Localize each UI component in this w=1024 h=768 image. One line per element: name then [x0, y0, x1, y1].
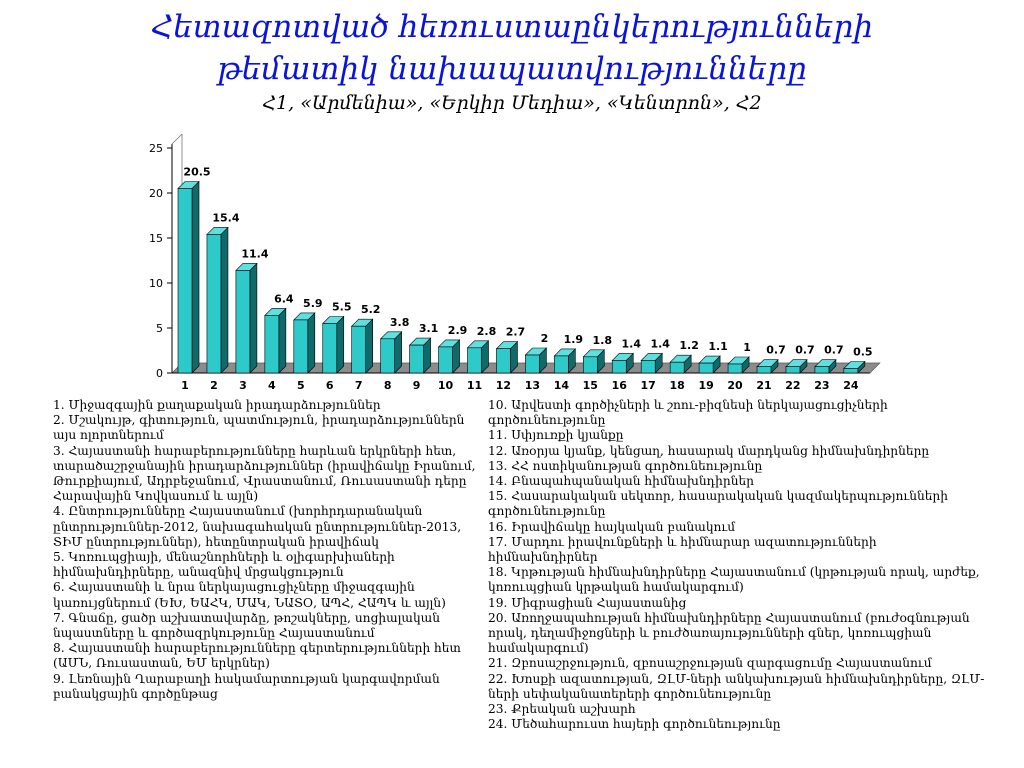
bar [525, 355, 539, 373]
legend-item: 6. Հայաստանի և նրա ներկայացուցիչները միջազգային կառույցներում (ԵԽ, ԵԱՀԿ, ՄԱԿ, ՆԱՏՕ, ԱՊՀ, ՀԱՊԿ և այլն) [53, 580, 446, 610]
data-label: 1.2 [679, 339, 699, 353]
x-tick-label: 15 [582, 379, 598, 392]
back-wall-top [172, 134, 182, 144]
data-label: 6.4 [274, 292, 294, 306]
bar [815, 367, 829, 373]
x-tick-label: 4 [268, 379, 276, 392]
bar [439, 347, 453, 373]
data-label: 1.4 [621, 337, 641, 351]
x-tick-label: 16 [611, 379, 627, 392]
data-label: 0.7 [824, 343, 844, 357]
legend-item: 1. Միջազգային քաղաքական իրադարձություններ [53, 398, 381, 412]
bar [670, 362, 684, 373]
bar [207, 234, 221, 373]
x-tick-label: 14 [553, 379, 570, 392]
x-tick-label: 9 [412, 379, 421, 392]
data-label: 2 [540, 332, 549, 345]
x-tick-label: 12 [495, 379, 512, 392]
legend-item: 14. Բնապահպանական հիմնախնդիրներ [488, 474, 754, 489]
data-label: 3.1 [418, 322, 439, 336]
legend-item: 12. Առօրյա կյանք, կենցաղ, հասարակ մարդկանց հիմնախնդիրները [488, 443, 930, 458]
x-tick-label: 23 [814, 379, 830, 392]
legend-item: 5. Կոռուպցիայի, մենաշնորհների և օլիգարխիաների հիմնախնդիրները, անազնիվ մրցակցություն [53, 550, 395, 580]
y-tick-label: 15 [149, 232, 163, 245]
data-label: 1.8 [592, 333, 613, 347]
bar [294, 320, 308, 373]
legend-item: 21. Զբոսաշրջություն, զբոսաշրջության զարգացումը Հայաստանում [488, 656, 932, 671]
x-tick-label: 2 [210, 379, 218, 392]
x-tick-label: 24 [843, 379, 859, 392]
data-label: 3.8 [389, 315, 410, 329]
y-tick-label: 0 [156, 367, 163, 380]
data-label: 5.2 [360, 303, 381, 317]
bar [381, 339, 395, 373]
y-tick-label: 20 [149, 187, 163, 200]
data-label: 2.9 [447, 323, 468, 337]
x-tick-label: 20 [727, 379, 743, 392]
chart-bars [178, 182, 865, 374]
legend-left-column [53, 398, 485, 702]
legend-item: 3. Հայաստանի հարաբերությունները հարևան երկրների հետ, տարածաշրջանային իրադարձություններ (իրավիճակը Իրանում, Թուրքիայում, Ադրբեջանում, Վրաստանում, Ռուսաստանի դերը Հարավային Կովկասում և այլն) [53, 443, 476, 504]
x-tick-label: 3 [239, 379, 247, 392]
legend-item: 7. Գնաճը, ցածր աշխատավարձը, թոշակները, սոցիալական նպաստները և գործազրկությունը Հայաստանում [53, 610, 440, 641]
bar-side [192, 182, 199, 374]
x-tick-label: 7 [354, 379, 363, 392]
data-label: 0.7 [795, 343, 815, 357]
data-label: 15.4 [212, 211, 240, 225]
bar [236, 270, 250, 373]
x-tick-label: 13 [524, 379, 541, 392]
legend-item: 9. Լեռնային Ղարաբաղի հակամարտության կարգավորման բանակցային գործընթաց [53, 671, 440, 701]
y-tick-label: 10 [149, 277, 163, 290]
legend-item: 24. Մեծահարուստ հայերի գործունեությունը [488, 717, 781, 732]
bar [554, 356, 568, 373]
bar [410, 345, 424, 373]
legend-item: 11. Սփյուռքի կյանքը [488, 428, 624, 443]
x-tick-label: 8 [383, 379, 392, 392]
legend-right-column [488, 398, 988, 732]
legend-item: 17. Մարդու իրավունքների և հիմնարար ազատությունների հիմնախնդիրներ [488, 534, 877, 565]
legend-item: 10. Արվեստի գործիչների և շոու-բիզնեսի ներկայացուցիչների գործունեությունը [488, 398, 888, 428]
data-label: 20.5 [183, 165, 211, 179]
data-label: 2.8 [476, 324, 497, 338]
page-title-line-1: Հետազոտված հեռուստաընկերությունների [150, 9, 874, 45]
x-tick-label: 1 [181, 379, 189, 392]
x-tick-label: 5 [296, 379, 305, 392]
x-tick-label: 11 [466, 379, 483, 392]
legend-item: 8. Հայաստանի հարաբերությունները գերտերությունների հետ (ԱՄՆ, Ռուսաստան, ԵՄ երկրներ) [53, 641, 461, 671]
chart-axes [149, 134, 182, 380]
bar [323, 324, 337, 374]
legend-item: 22. Խոսքի ազատության, ԶԼՄ-ների անկախության հիմնախնդիրները, ԶԼՄ-ների սեփականատերերի գործունեությունը [488, 671, 985, 701]
data-label: 5.5 [332, 300, 352, 314]
data-label: 5.9 [303, 296, 323, 310]
data-label: 2.7 [505, 325, 526, 339]
bar [265, 315, 279, 373]
data-label: 1 [743, 341, 751, 354]
bar [178, 189, 192, 374]
legend-item: 15. Հասարակական սեկտոր, հասարակական կազմակերպությունների գործունեությունը [488, 489, 949, 519]
x-tick-label: 6 [325, 379, 334, 392]
bar [844, 369, 858, 374]
data-label: 1.4 [650, 337, 670, 351]
data-label: 11.4 [241, 247, 269, 261]
bar [496, 349, 510, 373]
bar [786, 367, 800, 373]
bar [728, 364, 742, 373]
legend-item: 19. Միգրացիան Հայաստանից [488, 595, 687, 610]
bar-side [366, 319, 373, 373]
data-label: 1.1 [708, 340, 728, 354]
bar-side [308, 313, 315, 373]
page-title-line-2: թեմատիկ նախապատվությունները [217, 51, 807, 87]
legend-item: 2. Մշակույթ, գիտություն, պատմություն, իրադարձություններն այս ոլորտներում [53, 413, 465, 443]
bar-side [337, 317, 344, 374]
x-tick-label: 18 [669, 379, 685, 392]
data-label: 1.9 [563, 332, 584, 346]
x-tick-label: 10 [437, 379, 454, 392]
legend-item: 20. Առողջապահության հիմնախնդիրները Հայաստանում (բուժօգնության որակ, դեղամիջոցների և բուժծառայությունների գներ, կոռուպցիան համակարգում) [488, 610, 970, 656]
bar-side [250, 263, 257, 373]
x-tick-label: 17 [640, 379, 656, 392]
bar [352, 326, 366, 373]
chart-subtitle: Հ1, «Արմենիա», «Երկիր Մեդիա», «Կենտրոն», Հ2 [262, 92, 762, 114]
x-tick-label: 21 [756, 379, 772, 392]
bar-side [221, 227, 228, 373]
legend-item: 16. Իրավիճակը հայկական բանակում [488, 519, 736, 534]
bar-side [279, 308, 286, 373]
bar [641, 360, 655, 373]
bar [757, 367, 771, 373]
legend-item: 4. Ընտրությունները Հայաստանում (խորհրդարանական ընտրություններ-2012, նախագահական ընտրություններ-2013, ՏԻՄ ընտրություններ), հետընտրական իրավիճակ [53, 504, 462, 549]
legend-item: 13. ՀՀ ոստիկանության գործունեությունը [488, 458, 763, 473]
bar [583, 357, 597, 373]
y-tick-label: 5 [156, 322, 163, 335]
legend-item: 18. Կրթության հիմնախնդիրները Հայաստանում (կրթության որակ, արժեք, կոռուպցիան կրթական համակարգում) [488, 565, 980, 595]
bar [612, 360, 626, 373]
x-tick-label: 19 [698, 379, 714, 392]
bar [699, 363, 713, 373]
bar [468, 348, 482, 373]
data-label: 0.5 [853, 345, 873, 359]
legend-item: 23. Քրեական աշխարհ [488, 702, 636, 717]
data-label: 0.7 [766, 343, 786, 357]
y-tick-label: 25 [149, 142, 163, 155]
x-tick-label: 22 [785, 379, 801, 392]
